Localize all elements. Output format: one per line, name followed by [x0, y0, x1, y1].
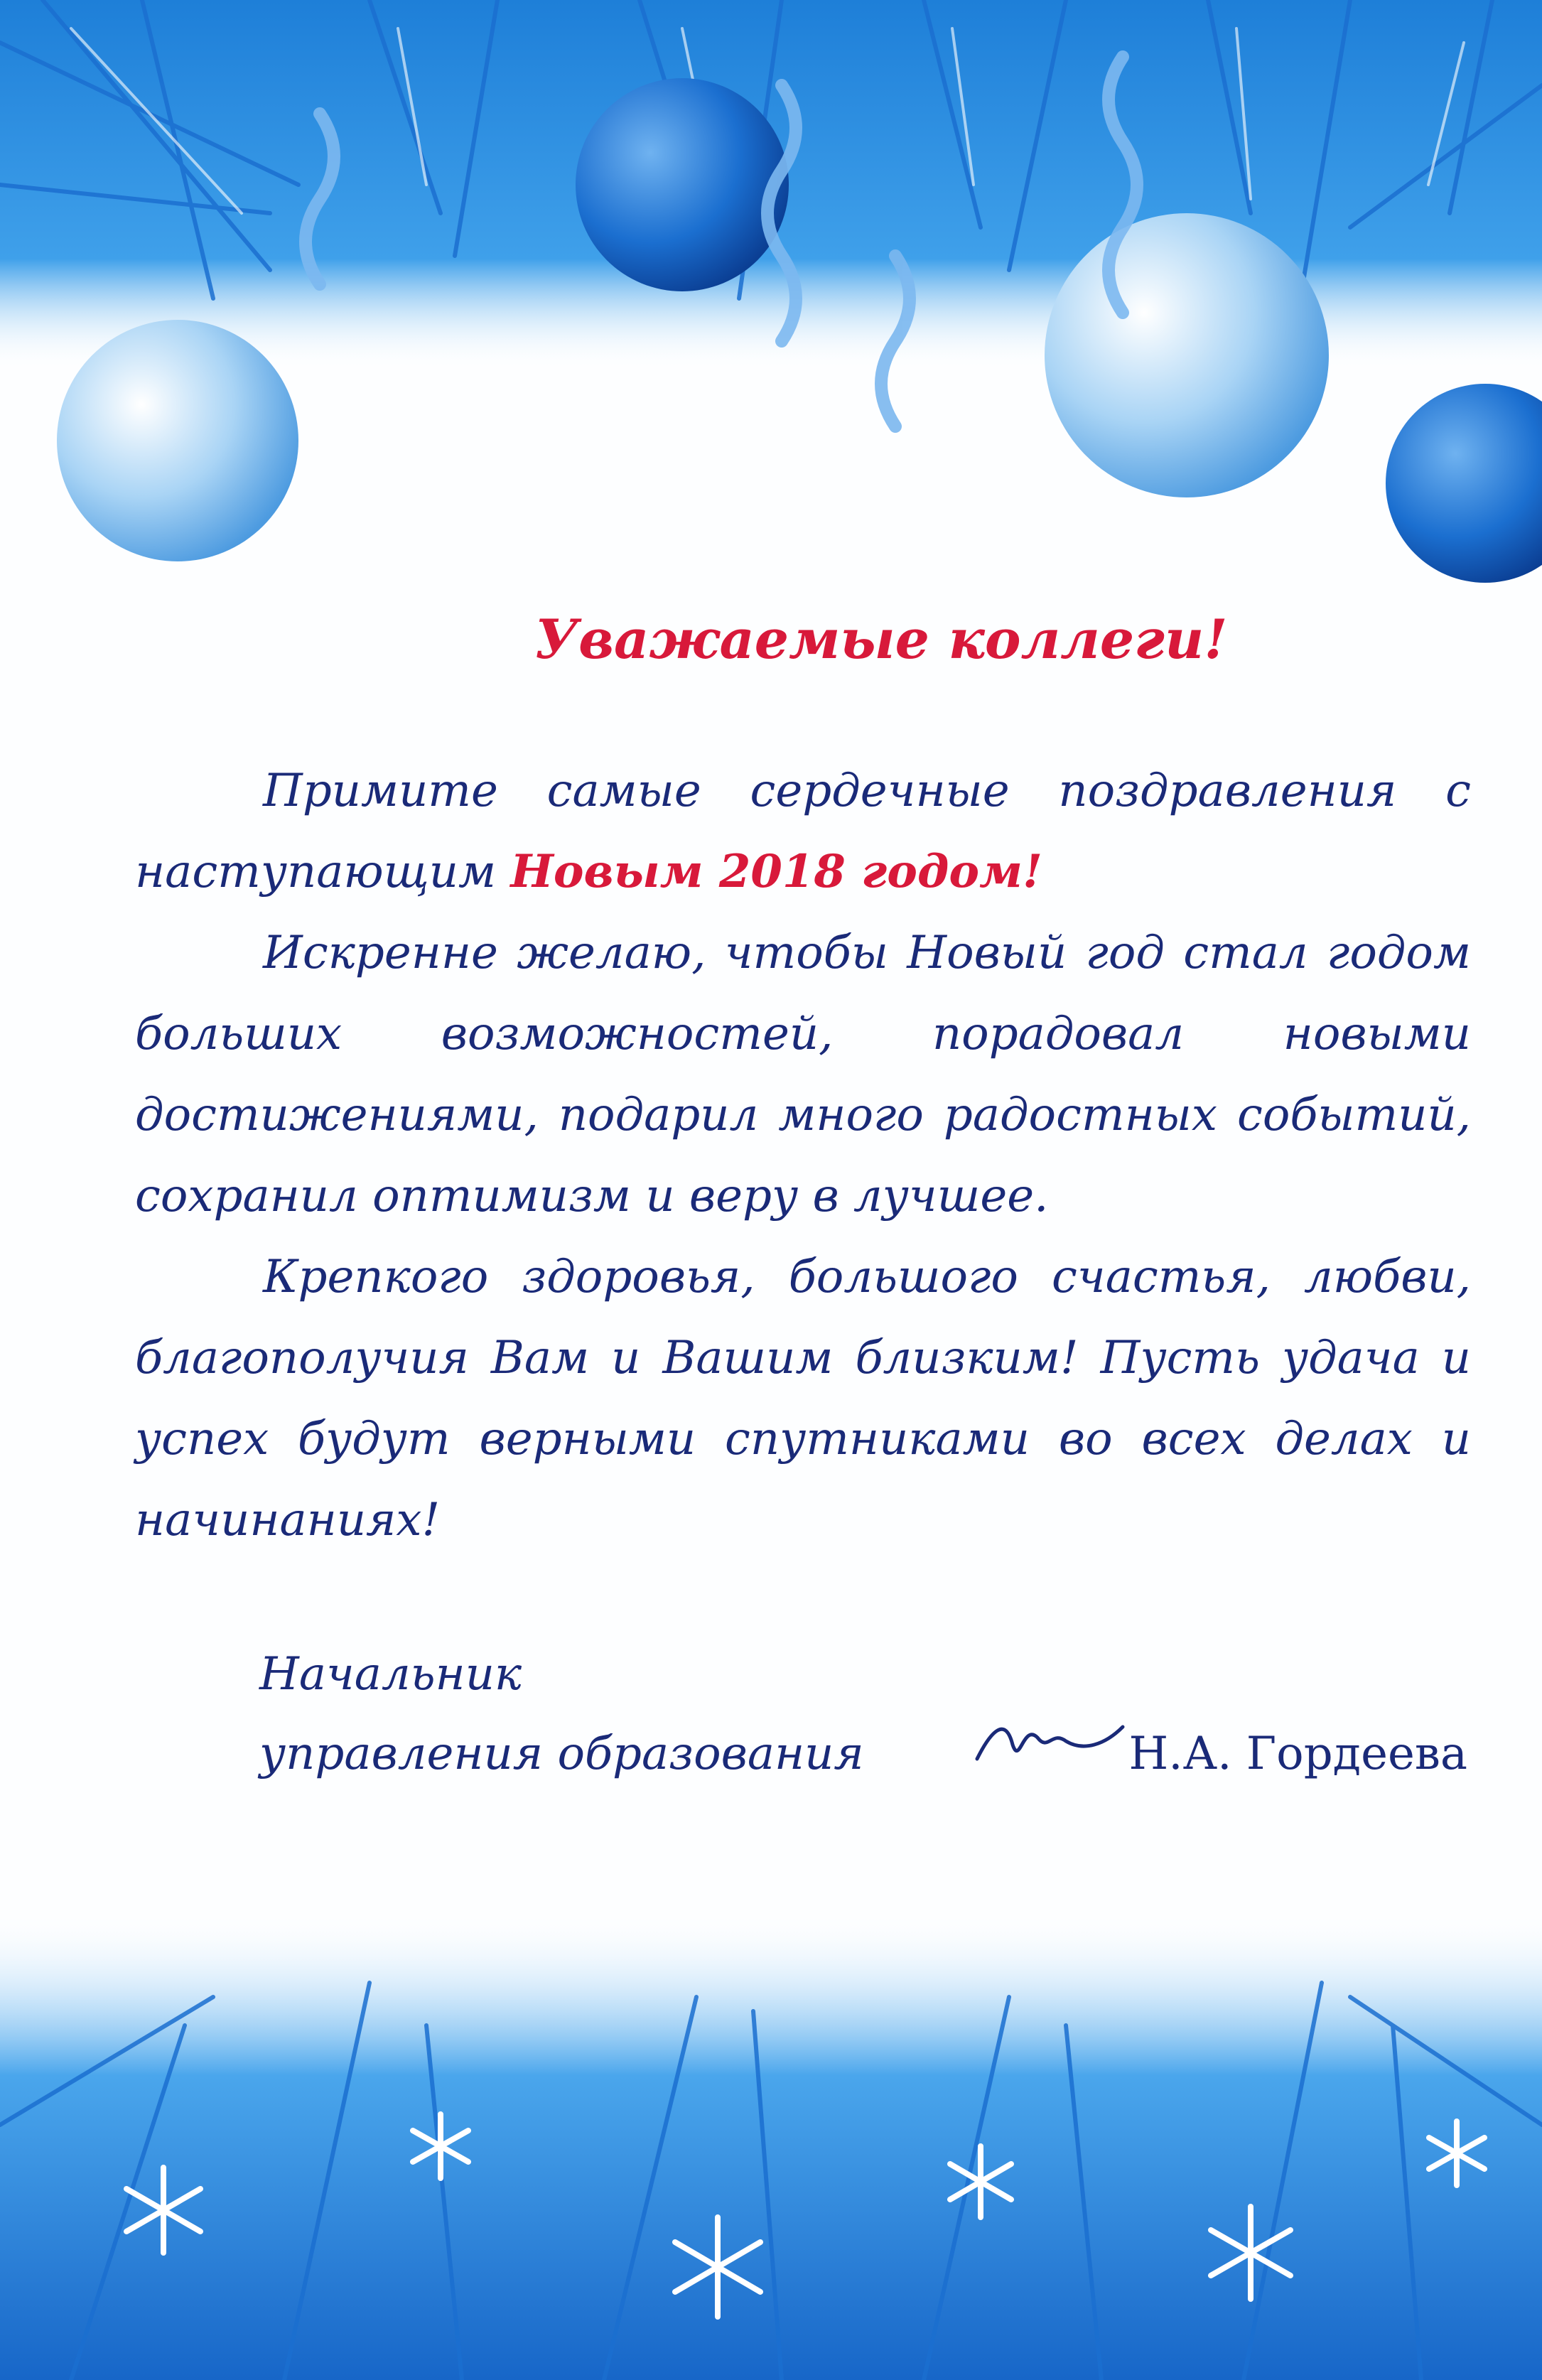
paragraph-1	[135, 750, 1471, 912]
signatory-position	[259, 1635, 970, 1794]
paragraph-2: Искренне желаю, чтобы Новый год стал годом больших возможностей, порадовал новыми достижениями, подарил много радостных событий, сохранил оптимизм и веру в лучшее.	[135, 927, 1471, 1222]
paragraph-3: Крепкого здоровья, большого счастья, любви, благополучия Вам и Вашим близким! Пусть удача и успех будут верными спутниками во всех делах и начинаниях!	[135, 1251, 1471, 1546]
paragraph-1-text: Примите самые сердечные поздравления с наступающим	[135, 765, 1471, 898]
handwritten-signature	[970, 1702, 1126, 1780]
top-pine-ornament-decoration	[0, 0, 1542, 597]
letter-body	[135, 597, 1471, 1561]
position-line-2: управления образования	[259, 1728, 864, 1780]
signatory-name: Н.А. Гордеева	[1128, 1728, 1467, 1780]
bottom-pine-snowflake-decoration	[0, 1912, 1542, 2380]
letter-greeting: Уважаемые коллеги!	[534, 608, 1228, 671]
signature-block	[259, 1635, 1467, 1805]
position-line-1: Начальник	[259, 1648, 522, 1701]
new-year-highlight: Новым 2018 годом!	[510, 845, 1043, 898]
